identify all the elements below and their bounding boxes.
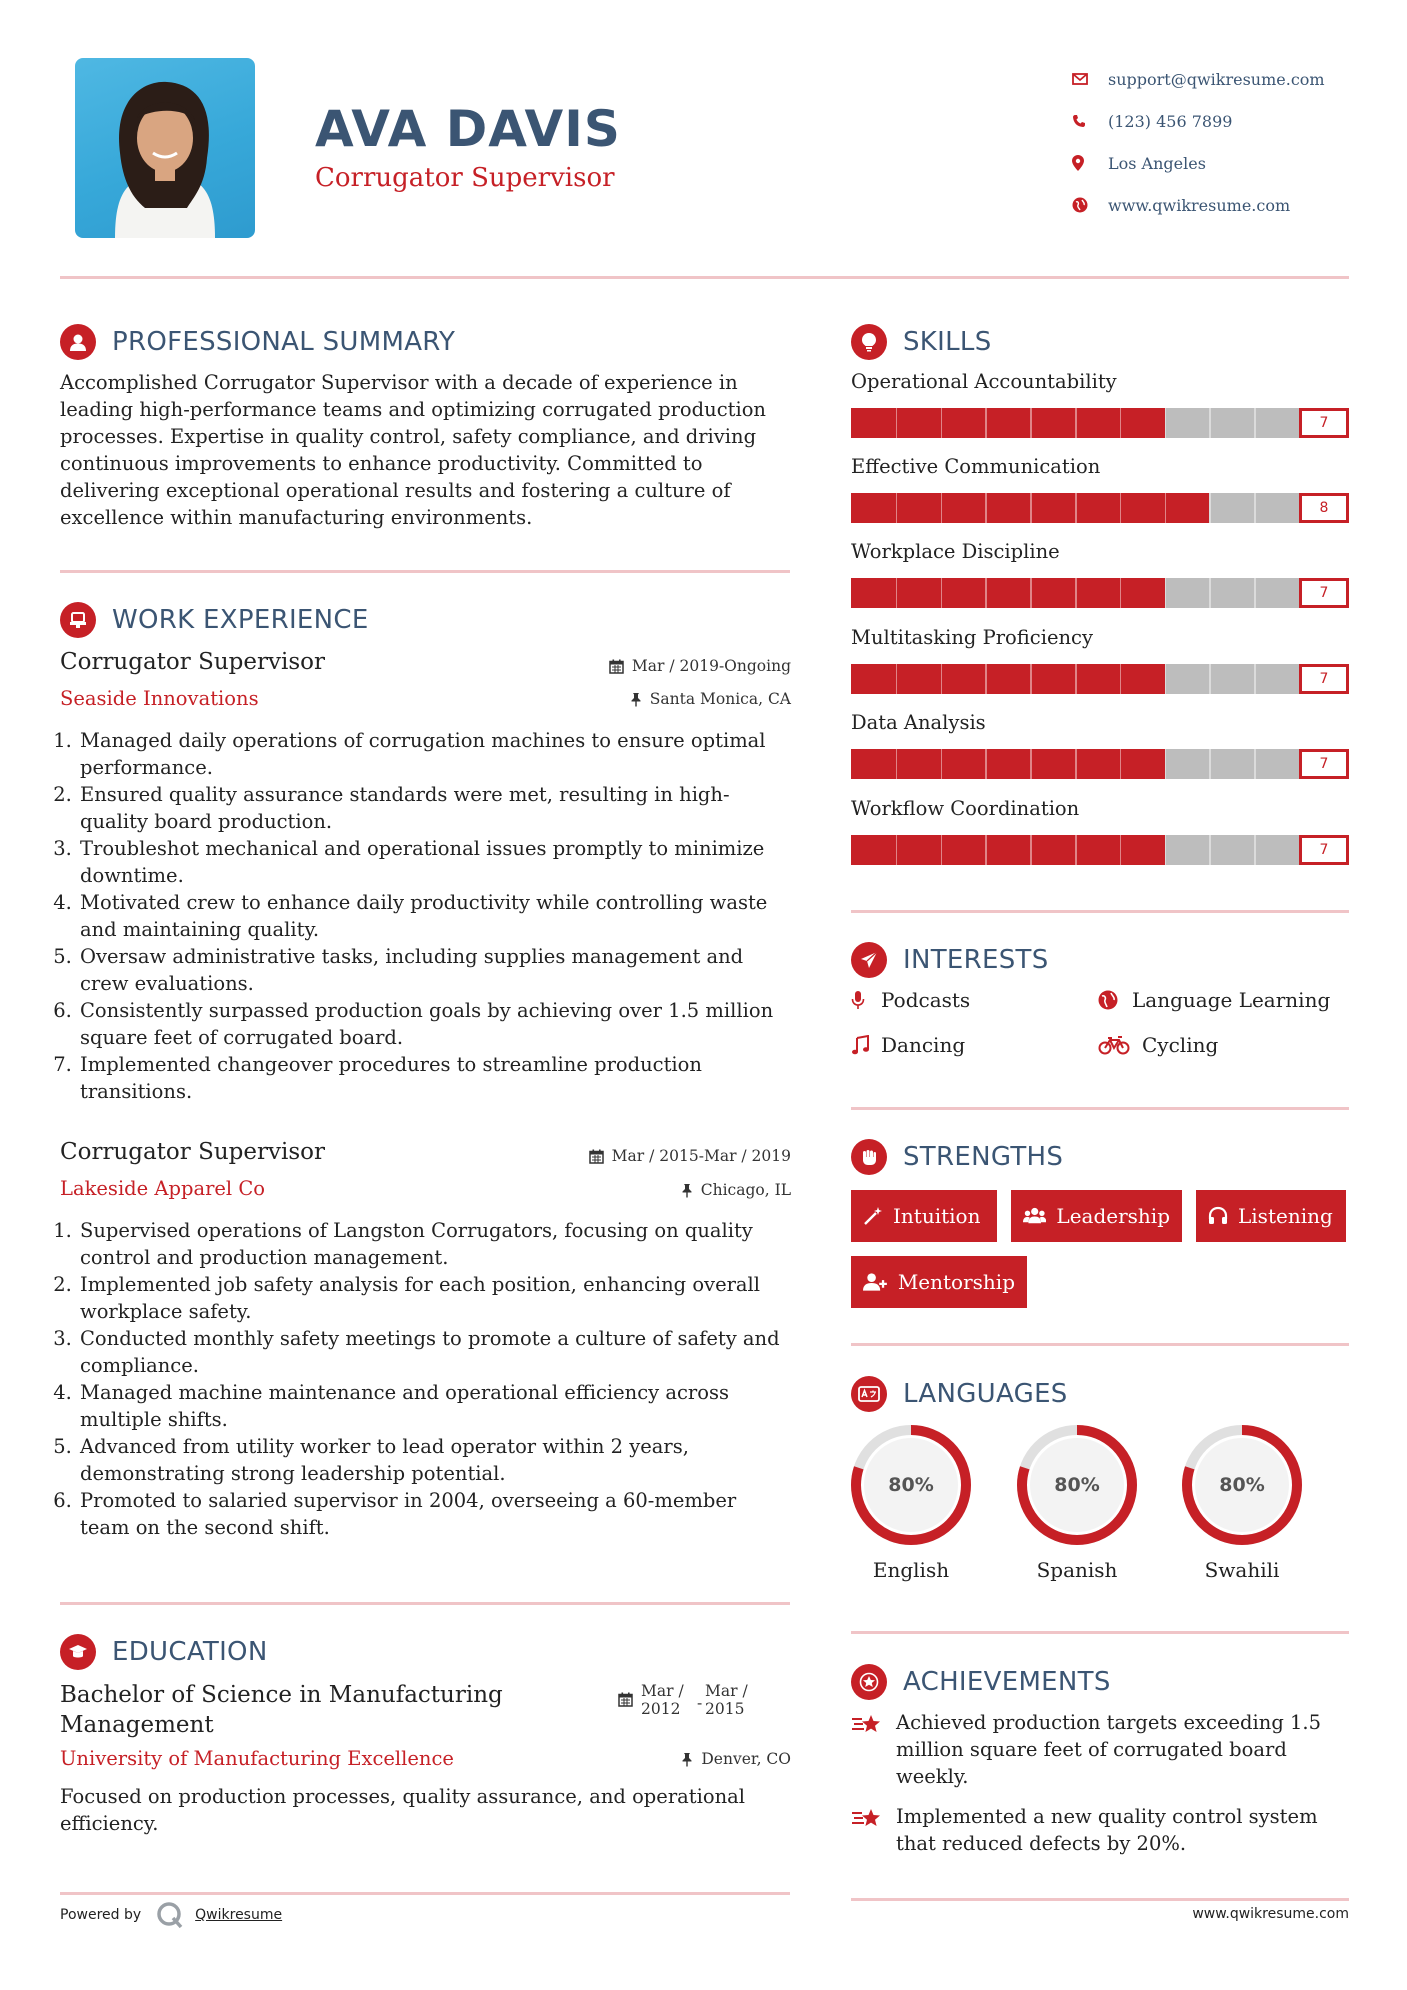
list-item: 3. Conducted monthly safety meetings to promote a culture of safety and compliance. — [78, 1325, 790, 1379]
skill-bar: 7 — [851, 749, 1349, 779]
shooting-star-icon — [851, 1803, 896, 1857]
list-item: 2. Implemented job safety analysis for each position, enhancing overall workplace safety. — [78, 1271, 790, 1325]
contact-list — [1072, 58, 1325, 226]
list-item: 1. Supervised operations of Langston Corrugators, focusing on quality control and production management. — [78, 1217, 790, 1271]
list-item: 3. Troubleshot mechanical and operational issues promptly to minimize downtime. — [78, 835, 790, 889]
microphone-icon — [851, 990, 881, 1010]
language-progress-ring: 80% — [850, 1424, 972, 1546]
bicycle-icon — [1098, 1035, 1142, 1055]
list-item: 6. Promoted to salaried supervisor in 2004, overseeing a 60-member team on the second shift. — [78, 1487, 790, 1541]
company-name: Seaside Innovations — [60, 687, 259, 710]
achievement-item: Implemented a new quality control system that reduced defects by 20%. — [851, 1803, 1351, 1857]
pushpin-icon — [681, 1183, 693, 1198]
calendar-icon — [589, 1149, 604, 1164]
job-bullets — [60, 727, 790, 1105]
contact-email[interactable]: support@qwikresume.com — [1072, 58, 1325, 100]
language-progress-ring: 80% — [1181, 1424, 1303, 1546]
company-name: Lakeside Apparel Co — [60, 1177, 266, 1200]
qwikresume-link[interactable]: Qwikresume — [195, 1907, 283, 1923]
degree-title: Bachelor of Science in Manufacturing Management — [60, 1682, 503, 1738]
job-title: Corrugator Supervisor — [60, 649, 325, 675]
mail-icon — [1072, 73, 1108, 85]
paper-plane-icon — [851, 942, 887, 978]
list-item: 5. Oversaw administrative tasks, including supplies management and crew evaluations. — [78, 943, 790, 997]
lightbulb-icon — [851, 324, 887, 360]
language-progress-ring: 80% — [1016, 1424, 1138, 1546]
job-dates: Mar / 2019-Ongoing — [609, 657, 791, 675]
education-location: Denver, CO — [681, 1750, 791, 1768]
shooting-star-icon — [851, 1709, 896, 1790]
globe-icon — [1098, 990, 1132, 1010]
education-dates: Mar / 2012 - Mar / 2015 — [618, 1682, 748, 1718]
qwikresume-logo-icon — [155, 1900, 185, 1930]
section-divider — [60, 1892, 790, 1895]
section-divider — [851, 910, 1349, 913]
language-name: Swahili — [1204, 1558, 1280, 1582]
users-icon — [1023, 1206, 1046, 1226]
skill-bar: 7 — [851, 835, 1349, 865]
section-divider — [851, 1898, 1349, 1901]
list-item: 5. Advanced from utility worker to lead operator within 2 years, demonstrating strong leadership potential. — [78, 1433, 790, 1487]
list-item: 7. Implemented changeover procedures to streamline production transitions. — [78, 1051, 790, 1105]
strengths-heading: STRENGTHS — [851, 1139, 1063, 1175]
skill-name: Workplace Discipline — [851, 540, 1060, 563]
language-item — [1181, 1424, 1303, 1582]
header-divider — [60, 276, 1349, 279]
section-divider — [60, 570, 790, 573]
profile-photo — [75, 58, 255, 238]
section-divider — [851, 1107, 1349, 1110]
list-item: 1. Managed daily operations of corrugation machines to ensure optimal performance. — [78, 727, 790, 781]
job-location: Santa Monica, CA — [630, 690, 791, 708]
calendar-icon — [618, 1692, 633, 1707]
pushpin-icon — [681, 1752, 693, 1767]
language-item — [1016, 1424, 1138, 1582]
skill-name: Effective Communication — [851, 455, 1101, 478]
music-note-icon — [851, 1035, 881, 1055]
language-item — [850, 1424, 972, 1582]
summary-text: Accomplished Corrugator Supervisor with a decade of experience in leading high-performance teams and optimizing corrugated production processes. Expertise in quality control, safety compliance, and driving continuous improvements to enhance productivity. Committed to delivering exceptional operational results and fostering a culture of excellence within manufacturing environments. — [60, 371, 766, 529]
list-item: 4. Managed machine maintenance and operational efficiency across multiple shifts. — [78, 1379, 790, 1433]
section-divider — [851, 1343, 1349, 1346]
contact-phone[interactable]: (123) 456 7899 — [1072, 100, 1325, 142]
footer-url[interactable]: www.qwikresume.com — [1192, 1906, 1349, 1922]
fist-icon — [851, 1139, 887, 1175]
contact-location: Los Angeles — [1072, 142, 1325, 184]
school-name: University of Manufacturing Excellence — [60, 1747, 454, 1770]
achievement-item: Achieved production targets exceeding 1.5 million square feet of corrugated board weekly. — [851, 1709, 1351, 1790]
skill-bar: 7 — [851, 664, 1349, 694]
languages-heading: LANGUAGES — [851, 1376, 1068, 1412]
strength-chip-leadership: Leadership — [1011, 1190, 1182, 1242]
job-bullets — [60, 1217, 790, 1541]
language-name: English — [872, 1558, 950, 1582]
skill-name: Multitasking Proficiency — [851, 626, 1093, 649]
skill-bar: 7 — [851, 408, 1349, 438]
strength-chip-mentorship: Mentorship — [851, 1256, 1027, 1308]
skill-bar: 8 — [851, 493, 1349, 523]
experience-heading: WORK EXPERIENCE — [60, 602, 369, 638]
skill-name: Operational Accountability — [851, 370, 1117, 393]
education-description: Focused on production processes, quality assurance, and operational efficiency. — [60, 1785, 746, 1835]
section-divider — [60, 1602, 790, 1605]
job-location: Chicago, IL — [681, 1181, 791, 1199]
interest-item: Podcasts — [851, 988, 970, 1012]
list-item: 2. Ensured quality assurance standards were met, resulting in high-quality board production. — [78, 781, 790, 835]
achievements-heading: ACHIEVEMENTS — [851, 1664, 1111, 1700]
briefcase-icon — [60, 602, 96, 638]
strength-chip-intuition: Intuition — [851, 1190, 997, 1242]
section-divider — [851, 1631, 1349, 1634]
job-title: Corrugator Supervisor — [60, 1139, 325, 1165]
calendar-icon — [609, 659, 624, 674]
user-plus-icon — [863, 1272, 888, 1292]
skills-heading: SKILLS — [851, 324, 992, 360]
summary-heading: PROFESSIONAL SUMMARY — [60, 324, 455, 360]
headphones-icon — [1208, 1206, 1228, 1226]
list-item: 4. Motivated crew to enhance daily productivity while controlling waste and maintaining quality. — [78, 889, 790, 943]
interest-item: Cycling — [1098, 1033, 1218, 1057]
strength-chip-listening: Listening — [1196, 1190, 1346, 1242]
candidate-name: AVA DAVIS — [315, 100, 621, 158]
interest-item: Dancing — [851, 1033, 965, 1057]
skill-name: Workflow Coordination — [851, 797, 1080, 820]
list-item: 6. Consistently surpassed production goals by achieving over 1.5 million square feet of corrugated board. — [78, 997, 790, 1051]
star-badge-icon — [851, 1664, 887, 1700]
location-pin-icon — [1072, 155, 1108, 171]
contact-website[interactable]: www.qwikresume.com — [1072, 184, 1325, 226]
language-name: Spanish — [1036, 1558, 1118, 1582]
skill-bar: 7 — [851, 578, 1349, 608]
pushpin-icon — [630, 692, 642, 707]
skill-name: Data Analysis — [851, 711, 986, 734]
interest-item: Language Learning — [1098, 988, 1330, 1012]
user-icon — [60, 324, 96, 360]
education-heading: EDUCATION — [60, 1634, 268, 1670]
powered-by: Powered by Qwikresume — [60, 1900, 282, 1930]
globe-icon — [1072, 197, 1108, 213]
graduation-cap-icon — [60, 1634, 96, 1670]
translate-icon — [851, 1376, 887, 1412]
interests-heading: INTERESTS — [851, 942, 1049, 978]
candidate-title: Corrugator Supervisor — [315, 163, 615, 193]
job-dates: Mar / 2015-Mar / 2019 — [589, 1147, 791, 1165]
phone-icon — [1072, 114, 1108, 128]
magic-wand-icon — [863, 1206, 883, 1226]
